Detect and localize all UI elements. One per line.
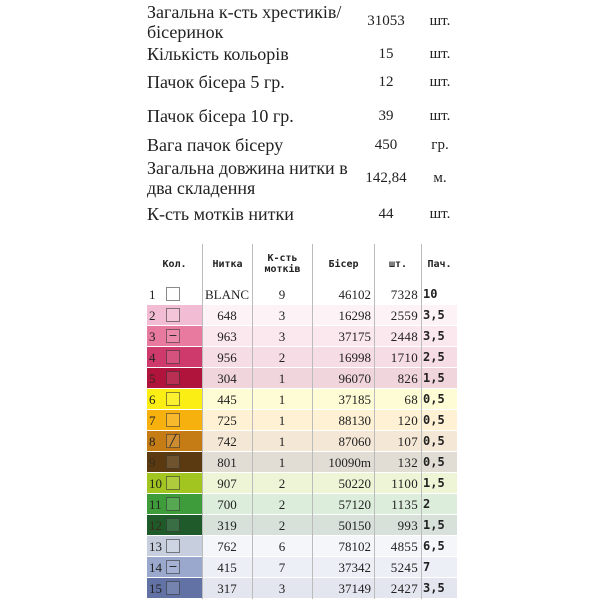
skein-count: 7 — [278, 560, 286, 575]
color-cell — [147, 347, 202, 368]
summary-unit: шт. — [429, 108, 451, 124]
table-row — [147, 473, 457, 494]
color-index: 1 — [149, 287, 156, 302]
bead-pieces: 1710 — [390, 350, 418, 365]
table-row — [147, 347, 457, 368]
bead-code: 78102 — [338, 539, 371, 554]
color-index: 11 — [149, 497, 162, 512]
symbol-icon — [166, 455, 180, 469]
color-index: 6 — [149, 392, 156, 407]
summary-row-total — [0, 0, 600, 44]
pack-count: 0,5 — [423, 455, 445, 469]
color-index: 13 — [149, 539, 162, 554]
symbol-icon — [166, 518, 180, 532]
summary-label: Загальна к-сть хрестиків/бісеринок — [147, 2, 342, 42]
summary-value: 12 — [378, 74, 394, 90]
summary-block — [0, 0, 600, 230]
thread-code: 648 — [217, 308, 237, 323]
bead-code: 96070 — [338, 371, 371, 386]
pack-count: 6,5 — [423, 539, 445, 553]
bead-code: 37149 — [338, 581, 371, 596]
thread-code: BLANC — [204, 287, 250, 302]
symbol-icon — [166, 350, 180, 364]
color-index: 7 — [149, 413, 156, 428]
thread-code: 742 — [217, 434, 237, 449]
bead-pieces: 2559 — [390, 308, 418, 323]
symbol-icon — [166, 497, 180, 511]
symbol-icon — [166, 539, 180, 553]
thread-code: 801 — [217, 455, 237, 470]
summary-unit: шт. — [429, 13, 451, 29]
header-color: Кол. — [162, 258, 187, 270]
table-row — [147, 410, 457, 431]
summary-unit: шт. — [429, 206, 451, 222]
summary-label: Вага пачок бісеру — [147, 135, 284, 155]
color-cell — [147, 410, 202, 431]
color-index: 12 — [149, 518, 162, 533]
color-index: 15 — [149, 581, 162, 596]
table-row — [147, 536, 457, 557]
table-header — [147, 244, 457, 284]
thread-code: 963 — [217, 329, 237, 344]
symbol-icon: − — [168, 560, 178, 573]
symbol-icon — [166, 413, 180, 427]
column-divider — [202, 244, 203, 599]
pack-count: 0,5 — [423, 434, 445, 448]
color-cell — [147, 284, 202, 305]
color-index: 8 — [149, 434, 156, 449]
color-cell — [147, 389, 202, 410]
summary-value: 44 — [378, 206, 394, 222]
column-divider — [312, 244, 313, 599]
summary-row-thread-length — [0, 158, 600, 202]
table-row — [147, 389, 457, 410]
symbol-icon — [166, 476, 180, 490]
header-skeins: К-сть мотків — [252, 244, 312, 284]
thread-code: 762 — [217, 539, 237, 554]
skein-count: 2 — [278, 518, 286, 533]
color-cell — [147, 578, 202, 599]
summary-label: Кількість кольорів — [147, 44, 289, 64]
thread-code: 319 — [217, 518, 237, 533]
symbol-icon: − — [168, 329, 178, 342]
summary-row-colors — [0, 44, 600, 66]
header-pcs: шт. — [374, 244, 421, 284]
summary-row-skeins — [0, 204, 600, 226]
bead-code: 37185 — [338, 392, 371, 407]
bead-code: 37342 — [338, 560, 371, 575]
color-index: 3 — [149, 329, 156, 344]
summary-value: 142,84 — [365, 170, 407, 186]
pack-count: 1,5 — [423, 518, 445, 532]
pack-count: 2 — [423, 497, 431, 511]
bead-pieces: 7328 — [390, 287, 418, 302]
summary-unit: шт. — [429, 74, 451, 90]
symbol-icon — [166, 308, 180, 322]
color-index: 2 — [149, 308, 156, 323]
table-row — [147, 431, 457, 452]
color-cell — [147, 473, 202, 494]
summary-row-weight — [0, 135, 600, 157]
column-divider — [374, 244, 375, 599]
summary-value: 15 — [378, 46, 394, 62]
thread-code: 907 — [217, 476, 237, 491]
color-index: 14 — [149, 560, 162, 575]
bead-code: 88130 — [338, 413, 371, 428]
symbol-icon — [166, 581, 180, 595]
symbol-icon — [166, 287, 180, 301]
summary-unit: гр. — [431, 137, 449, 153]
skein-count: 1 — [278, 434, 286, 449]
summary-unit: шт. — [429, 46, 451, 62]
symbol-icon — [166, 392, 180, 406]
thread-code: 317 — [217, 581, 237, 596]
bead-pieces: 993 — [397, 518, 418, 533]
thread-code: 725 — [217, 413, 237, 428]
bead-code: 16998 — [338, 350, 371, 365]
bead-code: 50220 — [338, 476, 371, 491]
bead-code: 50150 — [338, 518, 371, 533]
bead-pieces: 68 — [404, 392, 418, 407]
table-row — [147, 494, 457, 515]
skein-count: 1 — [278, 455, 286, 470]
pack-count: 2,5 — [423, 350, 445, 364]
table-row — [147, 557, 457, 578]
bead-pieces: 1100 — [391, 476, 418, 491]
bead-pieces: 2448 — [390, 329, 418, 344]
color-cell — [147, 431, 202, 452]
skein-count: 9 — [278, 287, 286, 302]
table-row — [147, 284, 457, 305]
summary-label: Загальна довжина нитки в два складення — [147, 158, 348, 198]
summary-row-packs-10g — [0, 106, 600, 128]
pack-count: 1,5 — [423, 476, 445, 490]
thread-code: 415 — [217, 560, 237, 575]
table-row — [147, 515, 457, 536]
skein-count: 2 — [278, 350, 286, 365]
color-cell — [147, 515, 202, 536]
bead-code: 16298 — [338, 308, 371, 323]
table-row — [147, 368, 457, 389]
bead-code: 87060 — [338, 434, 371, 449]
table-row — [147, 326, 457, 347]
bead-code: 46102 — [338, 287, 371, 302]
summary-unit: м. — [433, 170, 447, 186]
color-cell — [147, 326, 202, 347]
pack-count: 0,5 — [423, 392, 445, 406]
pack-count: 0,5 — [423, 413, 445, 427]
pack-count: 3,5 — [423, 329, 445, 343]
color-index: 5 — [149, 371, 156, 386]
skein-count: 1 — [278, 371, 286, 386]
color-index: 9 — [149, 455, 156, 470]
table-row — [147, 305, 457, 326]
color-cell — [147, 368, 202, 389]
color-cell — [147, 305, 202, 326]
header-bead: Бісер — [312, 244, 374, 284]
thread-code: 304 — [217, 371, 237, 386]
header-thread: Нитка — [202, 244, 252, 284]
color-index: 10 — [149, 476, 162, 491]
row-divider — [147, 598, 457, 599]
bead-pieces: 4855 — [390, 539, 418, 554]
column-divider — [421, 244, 422, 599]
symbol-icon: ╱ — [169, 434, 177, 447]
skein-count: 3 — [278, 308, 286, 323]
header-packs: Пач. — [421, 244, 457, 284]
summary-value: 31053 — [367, 13, 405, 29]
pack-count: 3,5 — [423, 581, 445, 595]
color-cell — [147, 536, 202, 557]
thread-code: 445 — [217, 392, 237, 407]
bead-pieces: 120 — [397, 413, 418, 428]
summary-row-packs-5g — [0, 72, 600, 94]
bead-pieces: 2427 — [390, 581, 418, 596]
symbol-icon — [166, 371, 180, 385]
skein-count: 2 — [278, 497, 286, 512]
table-row — [147, 578, 457, 599]
color-index: 4 — [149, 350, 156, 365]
bead-pieces: 132 — [397, 455, 418, 470]
skein-count: 3 — [278, 581, 286, 596]
pack-count: 7 — [423, 560, 431, 574]
table-row — [147, 452, 457, 473]
thread-code: 700 — [217, 497, 237, 512]
bead-code: 37175 — [338, 329, 371, 344]
color-cell — [147, 557, 202, 578]
bead-code: 10090m — [328, 455, 371, 470]
bead-pieces: 826 — [397, 371, 418, 386]
summary-label: Пачок бісера 5 гр. — [147, 72, 285, 92]
summary-value: 450 — [374, 137, 398, 153]
skein-count: 3 — [278, 329, 286, 344]
skein-count: 2 — [278, 476, 286, 491]
color-cell — [147, 452, 202, 473]
skein-count: 1 — [278, 392, 286, 407]
skein-count: 6 — [278, 539, 286, 554]
thread-code: 956 — [217, 350, 237, 365]
bead-code: 57120 — [338, 497, 371, 512]
bead-pieces: 5245 — [390, 560, 418, 575]
pack-count: 10 — [423, 287, 438, 301]
bead-pieces: 1135 — [391, 497, 418, 512]
column-divider — [252, 244, 253, 599]
summary-label: Пачок бісера 10 гр. — [147, 106, 294, 126]
pack-count: 3,5 — [423, 308, 445, 322]
bead-pieces: 107 — [397, 434, 418, 449]
color-cell — [147, 494, 202, 515]
pack-count: 1,5 — [423, 371, 445, 385]
skein-count: 1 — [278, 413, 286, 428]
summary-value: 39 — [378, 108, 394, 124]
summary-label: К-сть мотків нитки — [147, 204, 294, 224]
